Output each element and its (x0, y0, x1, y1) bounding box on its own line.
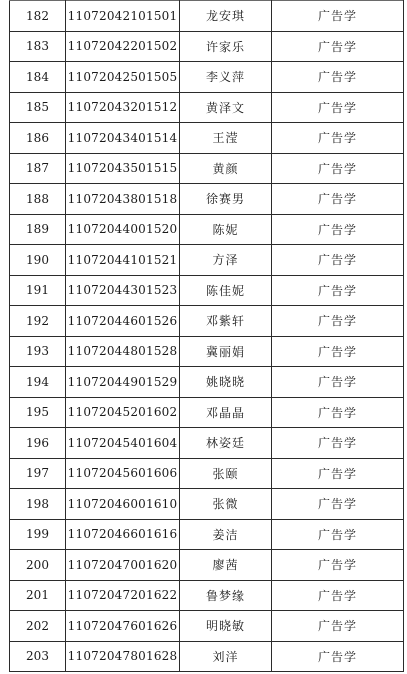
student-id-cell: 11072043401514 (66, 123, 180, 154)
row-number-cell: 188 (10, 184, 66, 215)
row-number-cell: 195 (10, 397, 66, 428)
student-name-cell: 李义萍 (180, 62, 272, 93)
student-name-cell: 张颐 (180, 458, 272, 489)
table-row (10, 550, 404, 581)
major-cell: 广告学 (272, 245, 404, 276)
major-cell: 广告学 (272, 336, 404, 367)
student-id-cell: 11072044301523 (66, 275, 180, 306)
student-name-cell: 明晓敏 (180, 611, 272, 642)
table-row (10, 123, 404, 154)
row-number-cell: 185 (10, 92, 66, 123)
student-id-cell: 11072042501505 (66, 62, 180, 93)
row-number-cell: 197 (10, 458, 66, 489)
table-row (10, 336, 404, 367)
row-number-cell: 191 (10, 275, 66, 306)
major-cell: 广告学 (272, 641, 404, 672)
major-cell: 广告学 (272, 550, 404, 581)
major-cell: 广告学 (272, 458, 404, 489)
major-cell: 广告学 (272, 519, 404, 550)
table-row (10, 1, 404, 32)
table-row (10, 31, 404, 62)
table-row (10, 367, 404, 398)
student-id-cell: 11072044101521 (66, 245, 180, 276)
table-row (10, 428, 404, 459)
table-row (10, 153, 404, 184)
row-number-cell: 202 (10, 611, 66, 642)
student-id-cell: 11072047201622 (66, 580, 180, 611)
major-cell: 广告学 (272, 153, 404, 184)
table-row (10, 62, 404, 93)
table-row (10, 92, 404, 123)
roster-body (10, 1, 404, 672)
student-id-cell: 11072044001520 (66, 214, 180, 245)
major-cell: 广告学 (272, 1, 404, 32)
student-roster-table (9, 0, 404, 672)
student-name-cell: 黄颜 (180, 153, 272, 184)
major-cell: 广告学 (272, 123, 404, 154)
student-name-cell: 刘洋 (180, 641, 272, 672)
student-id-cell: 11072044601526 (66, 306, 180, 337)
student-name-cell: 林姿廷 (180, 428, 272, 459)
student-id-cell: 11072047601626 (66, 611, 180, 642)
student-name-cell: 陈妮 (180, 214, 272, 245)
student-id-cell: 11072046001610 (66, 489, 180, 520)
table-row (10, 306, 404, 337)
row-number-cell: 183 (10, 31, 66, 62)
table-row (10, 458, 404, 489)
row-number-cell: 203 (10, 641, 66, 672)
student-name-cell: 徐赛男 (180, 184, 272, 215)
row-number-cell: 187 (10, 153, 66, 184)
student-name-cell: 龙安琪 (180, 1, 272, 32)
row-number-cell: 186 (10, 123, 66, 154)
major-cell: 广告学 (272, 31, 404, 62)
student-id-cell: 11072043801518 (66, 184, 180, 215)
table-row (10, 489, 404, 520)
row-number-cell: 189 (10, 214, 66, 245)
student-name-cell: 廖茜 (180, 550, 272, 581)
student-name-cell: 黄泽文 (180, 92, 272, 123)
table-row (10, 611, 404, 642)
student-id-cell: 11072045201602 (66, 397, 180, 428)
row-number-cell: 196 (10, 428, 66, 459)
student-name-cell: 鲁梦缘 (180, 580, 272, 611)
row-number-cell: 192 (10, 306, 66, 337)
student-id-cell: 11072047001620 (66, 550, 180, 581)
major-cell: 广告学 (272, 184, 404, 215)
table-row (10, 641, 404, 672)
table-row (10, 214, 404, 245)
major-cell: 广告学 (272, 306, 404, 337)
student-id-cell: 11072046601616 (66, 519, 180, 550)
table-row (10, 397, 404, 428)
table-row (10, 275, 404, 306)
major-cell: 广告学 (272, 214, 404, 245)
student-id-cell: 11072043201512 (66, 92, 180, 123)
table-row (10, 245, 404, 276)
row-number-cell: 201 (10, 580, 66, 611)
major-cell: 广告学 (272, 428, 404, 459)
major-cell: 广告学 (272, 580, 404, 611)
major-cell: 广告学 (272, 611, 404, 642)
major-cell: 广告学 (272, 397, 404, 428)
major-cell: 广告学 (272, 275, 404, 306)
row-number-cell: 184 (10, 62, 66, 93)
row-number-cell: 194 (10, 367, 66, 398)
student-id-cell: 11072047801628 (66, 641, 180, 672)
row-number-cell: 190 (10, 245, 66, 276)
major-cell: 广告学 (272, 367, 404, 398)
major-cell: 广告学 (272, 62, 404, 93)
student-name-cell: 王滢 (180, 123, 272, 154)
table-row (10, 580, 404, 611)
student-id-cell: 11072044901529 (66, 367, 180, 398)
student-id-cell: 11072042201502 (66, 31, 180, 62)
student-id-cell: 11072043501515 (66, 153, 180, 184)
row-number-cell: 193 (10, 336, 66, 367)
major-cell: 广告学 (272, 489, 404, 520)
row-number-cell: 199 (10, 519, 66, 550)
row-number-cell: 182 (10, 1, 66, 32)
student-name-cell: 冀丽娟 (180, 336, 272, 367)
student-name-cell: 邓紫轩 (180, 306, 272, 337)
student-id-cell: 11072044801528 (66, 336, 180, 367)
row-number-cell: 200 (10, 550, 66, 581)
student-name-cell: 邓晶晶 (180, 397, 272, 428)
student-name-cell: 方泽 (180, 245, 272, 276)
student-name-cell: 张微 (180, 489, 272, 520)
student-name-cell: 姜洁 (180, 519, 272, 550)
table-row (10, 184, 404, 215)
student-name-cell: 陈佳妮 (180, 275, 272, 306)
student-id-cell: 11072045401604 (66, 428, 180, 459)
row-number-cell: 198 (10, 489, 66, 520)
student-name-cell: 许家乐 (180, 31, 272, 62)
student-name-cell: 姚晓晓 (180, 367, 272, 398)
major-cell: 广告学 (272, 92, 404, 123)
student-id-cell: 11072045601606 (66, 458, 180, 489)
student-id-cell: 11072042101501 (66, 1, 180, 32)
table-row (10, 519, 404, 550)
